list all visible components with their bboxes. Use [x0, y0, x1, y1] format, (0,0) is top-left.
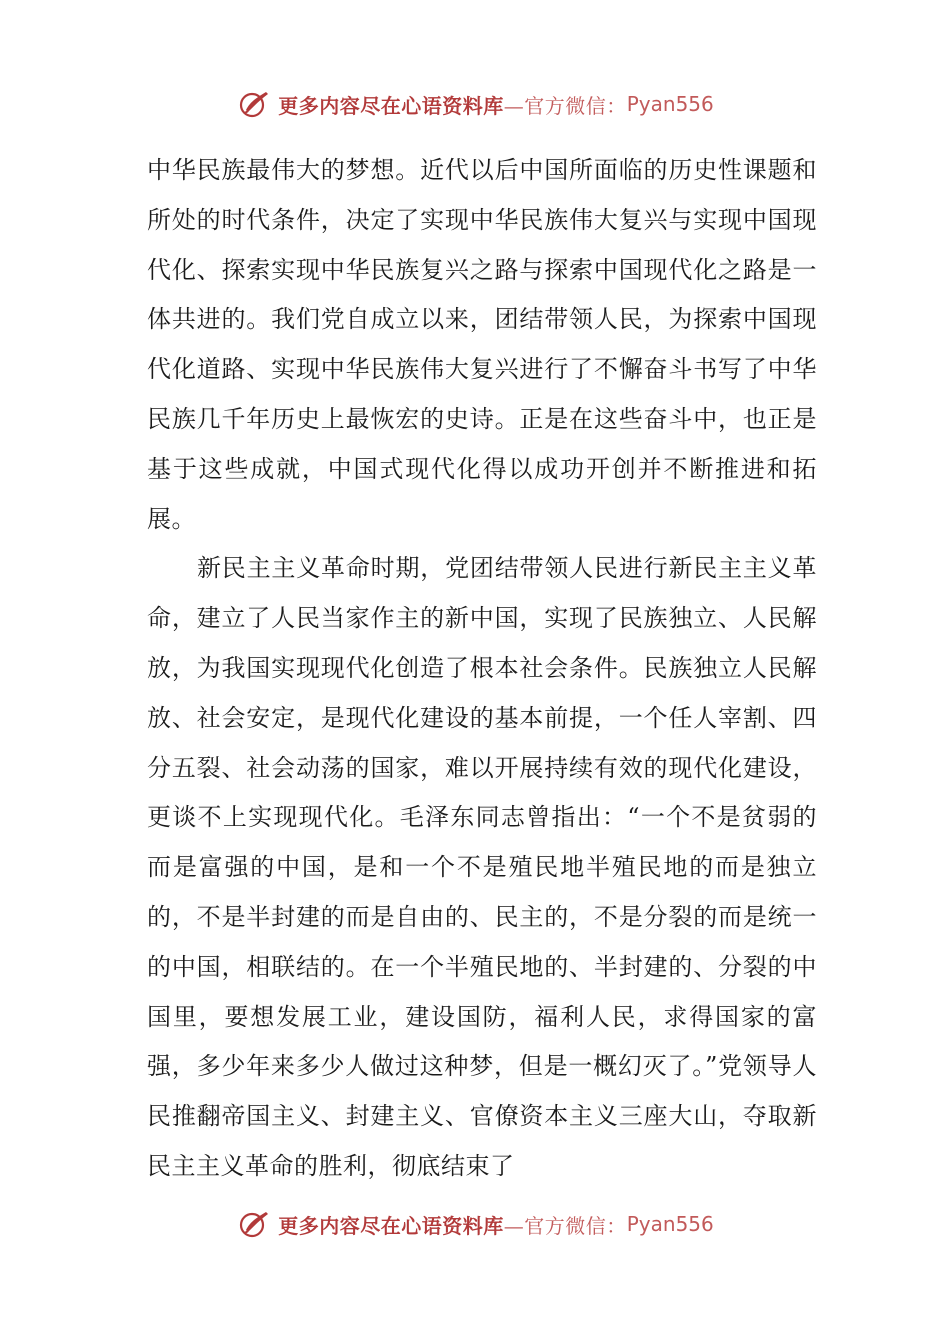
body-paragraph-1: 中华民族最伟大的梦想。近代以后中国所面临的历史性课题和所处的时代条件，决定了实现中华民族伟大复兴与实现中国现代化、探索实现中华民族复兴之路与探索中国现代化之路是一体共进的。我们党自成立以来，团结带领人民，为探索中国现代化道路、实现中华民族伟大复兴进行了不懈奋斗书写了中华民族几千年历史上最恢宏的史诗。正是在这些奋斗中，也正是基于这些成就，中国式现代化得以成功开创并不断推进和拓展。 [147, 156, 817, 533]
header-wechat-label: —官方微信： [503, 93, 627, 118]
page-footer-banner [0, 1206, 950, 1240]
header-wechat-id: Pyan556 [626, 92, 714, 116]
footer-banner-inner [236, 1206, 714, 1240]
page-header-banner [0, 84, 950, 124]
footer-title: 更多内容尽在心语资料库 [278, 1213, 504, 1238]
body-paragraph-2: 新民主主义革命时期，党团结带领人民进行新民主主义革命，建立了人民当家作主的新中国，实现了民族独立、人民解放，为我国实现现代化创造了根本社会条件。民族独立人民解放、社会安定，是现代化建设的基本前提，一个任人宰割、四分五裂、社会动荡的国家，难以开展持续有效的现代化建设，更谈不上实现现代化。毛泽东同志曾指出：“一个不是贫弱的而是富强的中国，是和一个不是殖民地半殖民地的而是独立的，不是半封建的而是自由的、民主的，不是分裂的而是统一的中国，相联结的。在一个半殖民地的、半封建的、分裂的中国里，要想发展工业，建设国防，福利人民，求得国家的富强，多少年来多少人做过这种梦，但是一概幻灭了。”党领导人民推翻帝国主义、封建主义、官僚资本主义三座大山，夺取新民主主义革命的胜利，彻底结束了 [147, 554, 817, 1180]
footer-banner-text [278, 1210, 627, 1239]
header-banner-inner [236, 86, 714, 122]
document-body [147, 146, 817, 1192]
header-banner-text [278, 90, 627, 119]
pen-logo-icon [236, 86, 272, 122]
pen-logo-icon [236, 1206, 272, 1240]
footer-wechat-id: Pyan556 [626, 1212, 714, 1236]
header-title: 更多内容尽在心语资料库 [278, 93, 504, 118]
footer-wechat-label: —官方微信： [503, 1213, 627, 1238]
